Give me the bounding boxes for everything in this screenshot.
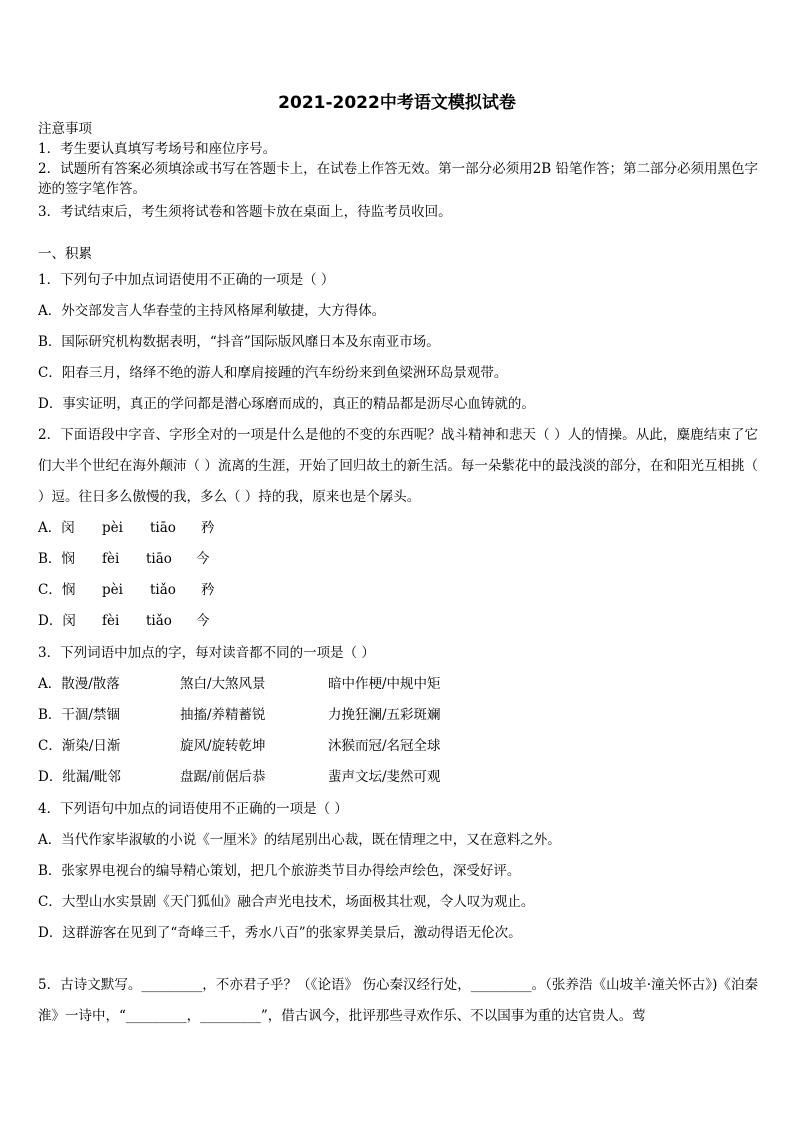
page-title: 2021-2022中考语文模拟试卷 (278, 93, 516, 113)
q4-option-b: B．张家界电视台的编导精心策划，把几个旅游类节目办得绘声绘色，深受好评。 (38, 863, 521, 879)
option-pinyin-1: pèi (102, 582, 123, 598)
q4-option-c: C．大型山水实景剧《天门狐仙》融合声光电技术，场面极其壮观，令人叹为观止。 (38, 894, 535, 910)
option-col-1: C．渐染/日渐 (38, 738, 121, 754)
option-pinyin-2: tiǎo (150, 582, 176, 598)
q4-option-d: D．这群游客在见到了“奇峰三千，秀水八百”的张家界美景后，激动得语无伦次。 (38, 925, 522, 941)
q4-option-a: A．当代作家毕淑敏的小说《一厘米》的结尾别出心裁，既在情理之中，又在意料之外。 (38, 832, 561, 848)
section-heading: 一、积累 (38, 246, 92, 262)
option-col-3: 暗中作梗/中规中矩 (328, 676, 441, 692)
q5-text: 5．古诗文默写。_________，不亦君子乎？（《论语》 伤心秦汉经行处，_________。（张养浩《山坡羊·潼关怀古》)《泊秦淮》一诗中，“_________，_________”，借古讽今，批评那些寻欢作乐、不以国事为重的达官贵人。莺 (38, 977, 758, 1024)
option-col-1: B．干涸/禁锢 (38, 707, 120, 723)
q4-stem: 4．下列语句中加点的词语使用不正确的一项是（ ） (38, 801, 348, 817)
q3-stem: 3．下列词语中加点的字，每对读音都不同的一项是（ ） (38, 645, 375, 661)
option-pinyin-2: tiāo (146, 551, 172, 567)
notes-heading: 注意事项 (38, 121, 92, 137)
option-pinyin-2: tiāo (150, 520, 176, 536)
option-pinyin-1: pèi (102, 520, 123, 536)
option-label: C．悯 (38, 582, 76, 598)
option-char: 矜 (201, 520, 215, 536)
option-col-2: 盘踞/前倨后恭 (180, 769, 266, 785)
option-label: D．闵 (38, 613, 76, 629)
note-item-1: 1．考生要认真填写考场号和座位序号。 (38, 141, 277, 157)
option-col-1: A．散漫/散落 (38, 676, 120, 692)
q1-option-c: C．阳春三月，络绎不绝的游人和摩肩接踵的汽车纷纷来到鱼梁洲环岛景观带。 (38, 365, 508, 381)
option-char: 今 (196, 613, 210, 629)
option-col-3: 蜚声文坛/斐然可观 (328, 769, 441, 785)
option-col-3: 沐猴而冠/名冠全球 (328, 738, 441, 754)
option-label: A．闵 (38, 520, 75, 536)
option-pinyin-1: fèi (102, 551, 120, 567)
option-label: B．悯 (38, 551, 75, 567)
note-item-2: 2．试题所有答案必须填涂或书写在答题卡上，在试卷上作答无效。第一部分必须用2B 铅笔作答；第二部分必须用黑色字迹的签字笔作答。 (38, 161, 758, 197)
option-col-2: 旋风/旋转乾坤 (180, 738, 266, 754)
option-col-3: 力挽狂澜/五彩斑斓 (328, 707, 441, 723)
option-pinyin-1: fèi (102, 613, 120, 629)
option-col-1: D．纰漏/毗邻 (38, 769, 121, 785)
option-char: 矜 (201, 582, 215, 598)
q1-stem: 1．下列句子中加点词语使用不正确的一项是（ ） (38, 272, 335, 288)
note-item-3: 3．考试结束后，考生须将试卷和答题卡放在桌面上，待监考员收回。 (38, 204, 452, 220)
option-col-2: 抽搐/养精蓄锐 (180, 707, 266, 723)
option-col-2: 煞白/大煞风景 (180, 676, 266, 692)
q2-stem: 2．下面语段中字音、字形全对的一项是什么是他的不变的东西呢？战斗精神和悲天（ ）人的情操。从此，麋鹿结束了它们大半个世纪在海外颠沛（ ）流离的生涯，开始了回归故土的新生活。每一朵紫花中的最浅淡的部分，在和阳光互相挑（ ）逗。往日多么傲慢的我，多么（ ）持的我，原来也是个孱头。 (38, 427, 758, 505)
q1-option-a: A．外交部发言人华春莹的主持风格犀利敏捷，大方得体。 (38, 303, 386, 319)
option-pinyin-2: tiǎo (146, 613, 172, 629)
q1-option-d: D．事实证明，真正的学问都是潜心琢磨而成的，真正的精品都是沥尽心血铸就的。 (38, 396, 535, 412)
option-char: 今 (196, 551, 210, 567)
q1-option-b: B．国际研究机构数据表明，“抖音”国际版风靡日本及东南亚市场。 (38, 334, 440, 350)
